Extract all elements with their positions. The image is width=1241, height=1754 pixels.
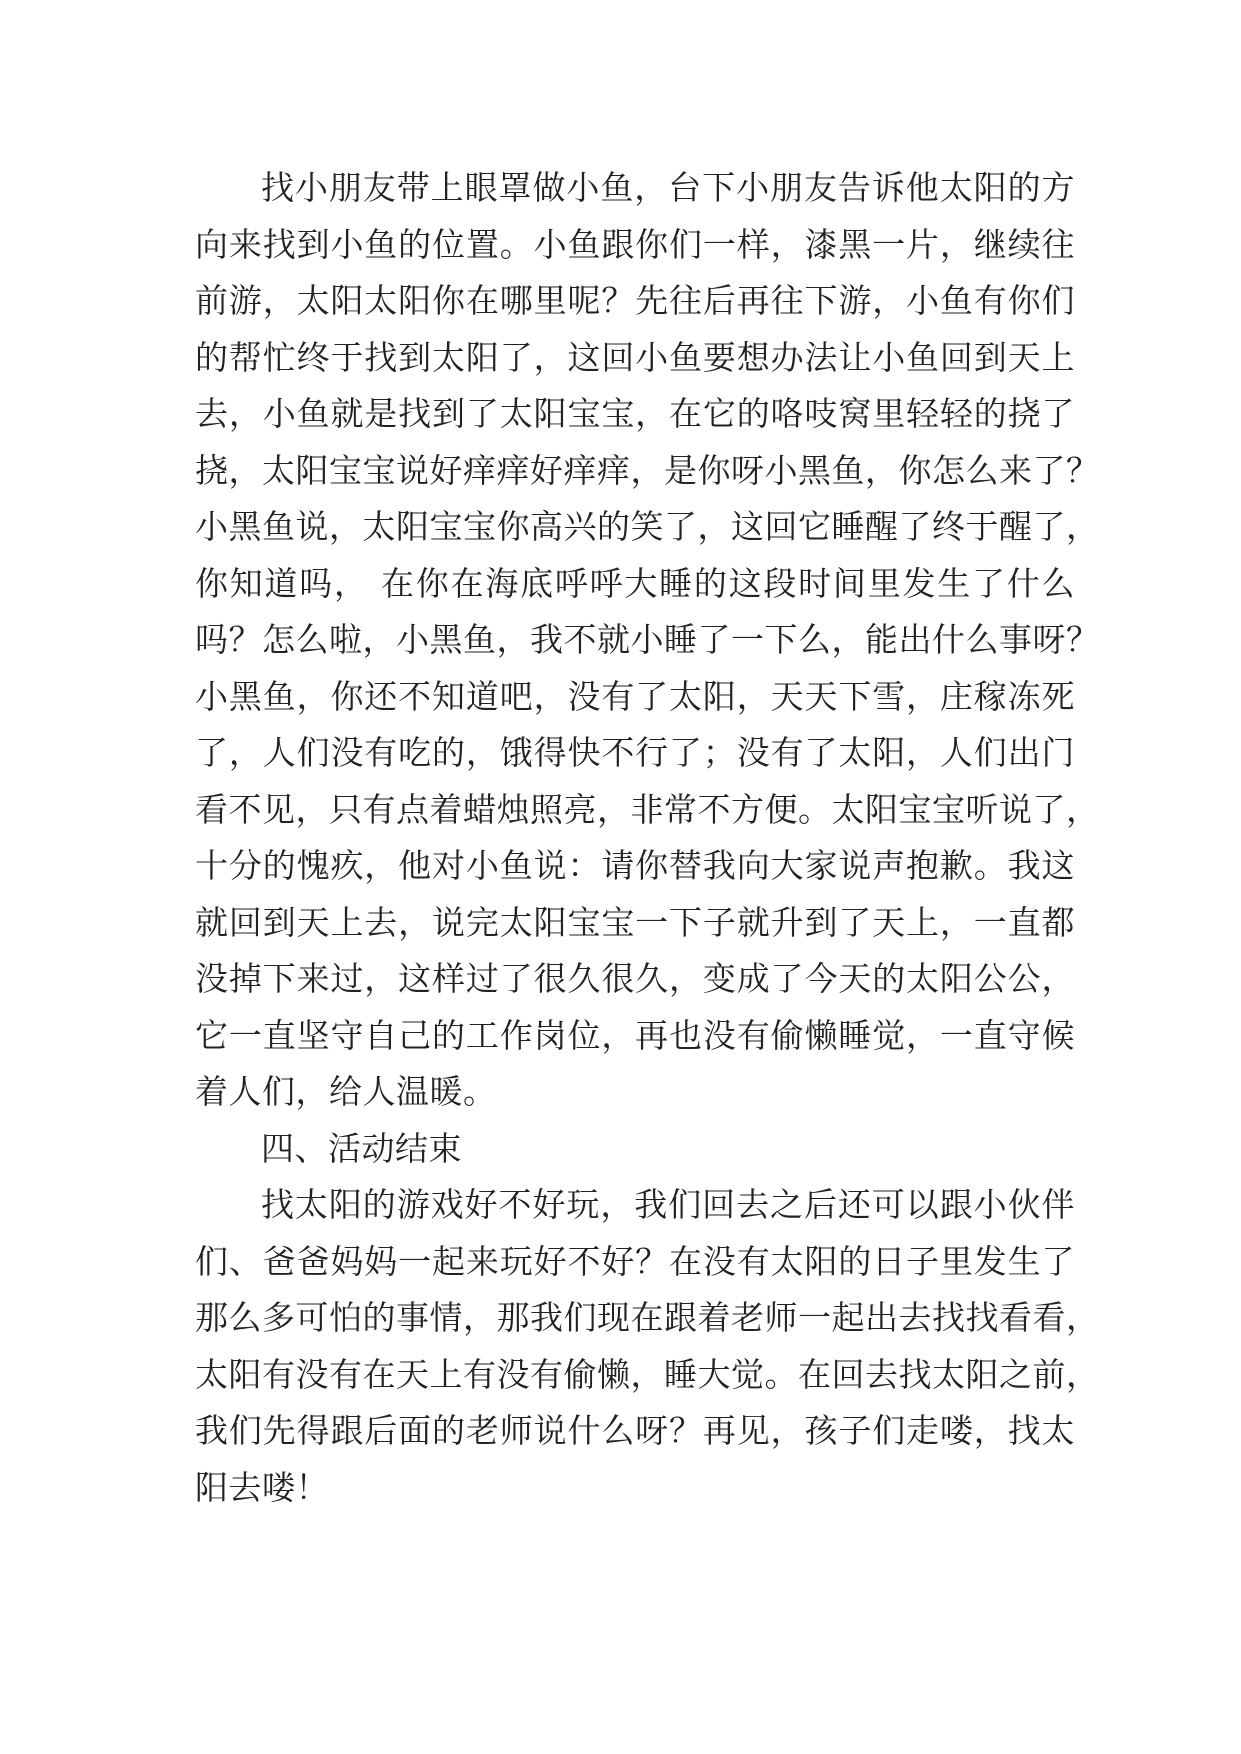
heading-text: 四、活动结束 [261,1128,462,1168]
text-line: 吗？怎么啦，小黑鱼，我不就小睡了一下么，能出什么事呀？ [195,620,1100,659]
text-line: 着人们，给人温暖。 [195,1072,497,1111]
text-line: 你知道吗， 在你在海底呼呼大睡的这段时间里发生了什么 [195,563,1075,603]
text-line: 阳去喽！ [195,1467,329,1507]
text-line: 那么多可怕的事情，那我们现在跟着老师一起出去找找看看， [195,1298,1100,1337]
text-line: 看不见，只有点着蜡烛照亮，非常不方便。太阳宝宝听说了， [195,789,1100,829]
text-line: 了，人们没有吃的，饿得快不行了；没有了太阳，人们出门 [195,733,1075,772]
section-heading [195,1121,1075,1178]
text-line: 找小朋友带上眼罩做小鱼，台下小朋友告诉他太阳的方 [261,168,1075,207]
paragraph-2 [195,1177,1100,1516]
text-line: 去，小鱼就是找到了太阳宝宝，在它的咯吱窝里轻轻的挠了 [195,394,1075,433]
text-line: 太阳有没有在天上有没有偷懒，睡大觉。在回去找太阳之前， [195,1354,1100,1394]
text-line: 前游，太阳太阳你在哪里呢？先往后再往下游，小鱼有你们 [195,281,1075,320]
paragraph-1 [195,160,1100,1121]
text-line: 小黑鱼说，太阳宝宝你高兴的笑了，这回它睡醒了终于醒了， [195,507,1100,546]
text-line: 它一直坚守自己的工作岗位，再也没有偷懒睡觉，一直守候 [195,1015,1075,1055]
text-line: 找太阳的游戏好不好玩，我们回去之后还可以跟小伙伴 [261,1185,1075,1224]
text-line: 向来找到小鱼的位置。小鱼跟你们一样，漆黑一片，继续往 [195,224,1075,264]
text-line: 挠，太阳宝宝说好痒痒好痒痒，是你呀小黑鱼，你怎么来了？ [195,450,1100,490]
text-line: 没掉下来过，这样过了很久很久，变成了今天的太阳公公， [195,959,1075,998]
text-line: 就回到天上去，说完太阳宝宝一下子就升到了天上，一直都 [195,902,1075,942]
document-body [195,160,1100,1516]
text-line: 小黑鱼，你还不知道吧，没有了太阳，天天下雪，庄稼冻死 [195,676,1075,716]
text-line: 我们先得跟后面的老师说什么呀？再见，孩子们走喽，找太 [195,1411,1075,1450]
text-line: 的帮忙终于找到太阳了，这回小鱼要想办法让小鱼回到天上 [195,337,1075,377]
text-line: 十分的愧疚，他对小鱼说：请你替我向大家说声抱歉。我这 [195,846,1075,885]
text-line: 们、爸爸妈妈一起来玩好不好？在没有太阳的日子里发生了 [195,1241,1075,1281]
